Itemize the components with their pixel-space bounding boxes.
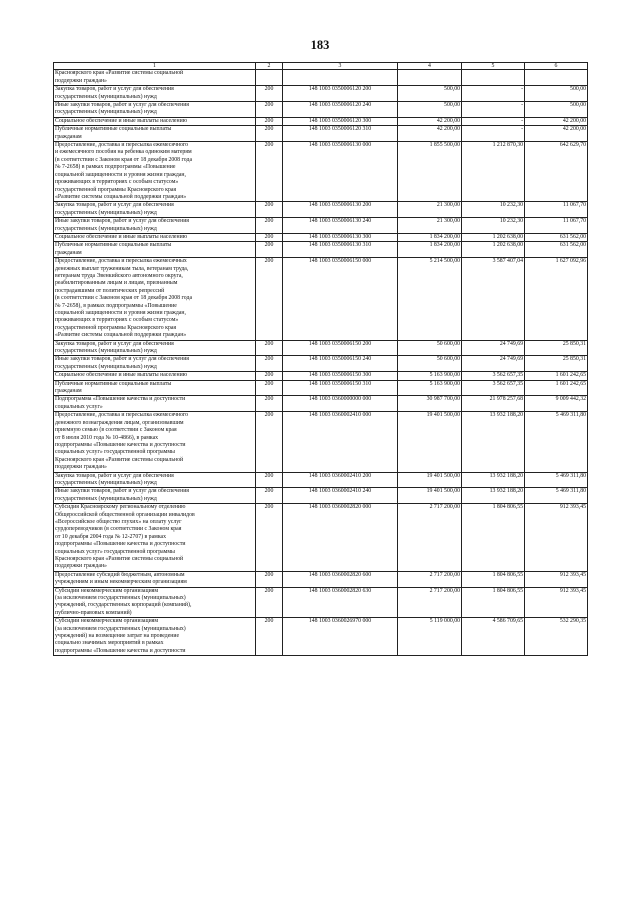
row-budget-classification: 148 1003 0350006130 300 [283,233,398,241]
table-row [54,488,588,504]
row-description: Субсидия Красноярскому региональному отделению Общероссийской общественной организации инвалидов «Всероссийское общество глухих» на оплату услуг сурдопереводчиков (в соответствии с Законом края от 10 декабря 2004 года № 12-2707) в рамках подпрограммы «Повышение качества и доступности социальных услуг» государственной программы Красноярского края «Развитие системы социальной поддержки граждан» [54,504,256,572]
row-code: 200 [256,472,283,488]
row-amount-remaining: 912 393,45 [525,587,588,618]
row-amount-remaining: 11 067,70 [525,218,588,234]
row-amount-planned: 5 119 000,00 [398,618,462,656]
row-description: Публичные нормативные социальные выплаты гражданам [54,380,256,396]
row-code: 200 [256,488,283,504]
row-amount-remaining: 500,00 [525,86,588,102]
row-description: Иные закупки товаров, работ и услуг для обеспечения государственных (муниципальных) нужд [54,488,256,504]
row-budget-classification: 148 1003 0360002410 200 [283,472,398,488]
row-amount-planned: 2 717 200,00 [398,587,462,618]
row-code: 200 [256,571,283,587]
row-amount-remaining: 912 393,45 [525,504,588,572]
row-budget-classification: 148 1003 0350006130 000 [283,142,398,202]
row-amount-remaining: 5 469 311,80 [525,412,588,472]
row-budget-classification: 148 1003 0350006130 310 [283,242,398,258]
table-row [54,571,588,587]
row-code: 200 [256,202,283,218]
row-amount-executed: - [462,102,525,118]
row-description: Субсидии некоммерческим организациям (за исключением государственных (муниципальных) учреждений) на возмещение затрат на проведение социально значимых мероприятий в рамках подпрограммы «Повышение качества и доступности [54,618,256,656]
row-code: 200 [256,618,283,656]
table-header-row [54,63,588,70]
row-amount-remaining: 11 067,70 [525,202,588,218]
row-description: Иные закупки товаров, работ и услуг для обеспечения государственных (муниципальных) нужд [54,218,256,234]
row-budget-classification: 148 1003 0360000000 000 [283,396,398,412]
row-code: 200 [256,587,283,618]
row-description: Предоставление, доставка и пересылка ежемесячного денежного вознаграждения лицам, организовавшим приемную семью (в соответствии с Законом края от 8 июля 2010 года № 10-4866), в рамках подпрограммы «Повышение качества и доступности социальных услуг» государственной программы Красноярского края «Развитие системы социальной поддержки граждан» [54,412,256,472]
row-amount-remaining: 1 601 242,65 [525,372,588,380]
row-description: Закупка товаров, работ и услуг для обеспечения государственных (муниципальных) нужд [54,202,256,218]
table-row [54,587,588,618]
row-amount-executed: 1 804 806,55 [462,587,525,618]
row-amount-executed: 3 562 657,35 [462,380,525,396]
column-header: 4 [398,63,462,70]
table-row [54,142,588,202]
row-description: Закупка товаров, работ и услуг для обеспечения государственных (муниципальных) нужд [54,340,256,356]
table-row [54,117,588,125]
row-amount-remaining: 500,00 [525,102,588,118]
row-budget-classification: 148 1003 0350006120 240 [283,102,398,118]
row-amount-executed: 3 562 657,35 [462,372,525,380]
row-description: Субсидии некоммерческим организациям (за исключением государственных (муниципальных) учреждений, государственных корпораций (компаний), публично-правовых компаний) [54,587,256,618]
table-row [54,472,588,488]
row-amount-executed: 1 804 806,55 [462,504,525,572]
table-row [54,618,588,656]
row-amount-planned: 19 401 500,00 [398,488,462,504]
row-code: 200 [256,102,283,118]
row-budget-classification: 148 1003 0350006150 300 [283,372,398,380]
row-description: Закупка товаров, работ и услуг для обеспечения государственных (муниципальных) нужд [54,86,256,102]
row-code: 200 [256,412,283,472]
row-amount-remaining: 912 393,45 [525,571,588,587]
row-amount-executed: 1 202 638,00 [462,233,525,241]
table-row [54,126,588,142]
row-budget-classification [283,70,398,86]
row-code: 200 [256,126,283,142]
row-amount-executed: 10 232,30 [462,218,525,234]
row-budget-classification: 148 1003 0350006120 200 [283,86,398,102]
row-amount-remaining: 25 850,31 [525,340,588,356]
row-budget-classification: 148 1003 0350006120 300 [283,117,398,125]
row-description: Подпрограмма «Повышение качества и доступности социальных услуг» [54,396,256,412]
table-row [54,218,588,234]
row-code: 200 [256,233,283,241]
row-description: Предоставление, доставка и пересылка ежемесячных денежных выплат труженикам тыла, ветеранам труда, ветеранам труда Эвенкийского автономного округа, реабилитированным лицам и лицам, признанным пострадавшими от политических репрессий (в соответствии с Законом края от 18 декабря 2008 года № 7-2658), в рамках подпрограммы «Повышение социальной защищенности и уровня жизни граждан, проживающих в территориях с особым статусом» государственной программы Красноярского края «Развитие системы социальной поддержки граждан» [54,258,256,340]
row-amount-planned [398,70,462,86]
column-header: 1 [54,63,256,70]
row-amount-planned: 500,00 [398,102,462,118]
row-amount-remaining: 532 290,35 [525,618,588,656]
row-code: 200 [256,258,283,340]
row-amount-executed: 10 232,30 [462,202,525,218]
row-code [256,70,283,86]
table-row [54,202,588,218]
row-description: Иные закупки товаров, работ и услуг для обеспечения государственных (муниципальных) нужд [54,102,256,118]
row-amount-planned: 5 163 900,00 [398,380,462,396]
row-amount-planned: 19 401 500,00 [398,412,462,472]
row-amount-planned: 500,00 [398,86,462,102]
row-amount-remaining: 25 850,31 [525,356,588,372]
row-budget-classification: 148 1003 0360026970 000 [283,618,398,656]
row-amount-executed: - [462,86,525,102]
row-amount-planned: 19 401 500,00 [398,472,462,488]
row-code: 200 [256,372,283,380]
table-row [54,396,588,412]
row-description: Социальное обеспечение и иные выплаты населению [54,372,256,380]
row-code: 200 [256,242,283,258]
row-amount-executed: 13 932 188,20 [462,488,525,504]
row-description: Закупка товаров, работ и услуг для обеспечения государственных (муниципальных) нужд [54,472,256,488]
table-row [54,86,588,102]
row-amount-planned: 21 300,00 [398,202,462,218]
row-budget-classification: 148 1003 0350006120 310 [283,126,398,142]
row-amount-planned: 30 987 700,00 [398,396,462,412]
row-amount-planned: 2 717 200,00 [398,571,462,587]
row-code: 200 [256,117,283,125]
row-amount-planned: 42 200,00 [398,117,462,125]
row-amount-remaining: 5 469 311,80 [525,488,588,504]
row-code: 200 [256,218,283,234]
row-amount-planned: 5 214 500,00 [398,258,462,340]
row-amount-executed: 13 932 188,20 [462,472,525,488]
table-body [54,70,588,656]
table-row [54,412,588,472]
row-amount-remaining: 42 200,00 [525,126,588,142]
row-code: 200 [256,340,283,356]
table-row [54,372,588,380]
row-amount-executed: 21 978 257,68 [462,396,525,412]
row-amount-remaining: 631 562,00 [525,233,588,241]
row-description: Предоставление субсидий бюджетным, автономным учреждениям и иным некоммерческим организациям [54,571,256,587]
row-code: 200 [256,142,283,202]
row-amount-remaining [525,70,588,86]
row-code: 200 [256,504,283,572]
row-amount-planned: 1 855 500,00 [398,142,462,202]
row-budget-classification: 148 1003 0350006150 000 [283,258,398,340]
row-amount-executed: 1 804 806,55 [462,571,525,587]
column-header: 6 [525,63,588,70]
row-amount-planned: 50 600,00 [398,340,462,356]
row-description: Красноярского края «Развитие системы социальной поддержки граждан» [54,70,256,86]
row-amount-planned: 21 300,00 [398,218,462,234]
row-amount-remaining: 5 469 311,80 [525,472,588,488]
table-row [54,380,588,396]
row-amount-executed: 1 202 638,00 [462,242,525,258]
row-amount-planned: 5 163 900,00 [398,372,462,380]
column-header: 5 [462,63,525,70]
row-amount-executed: - [462,126,525,142]
row-code: 200 [256,86,283,102]
row-description: Социальное обеспечение и иные выплаты населению [54,233,256,241]
row-code: 200 [256,380,283,396]
row-description: Предоставление, доставка и пересылка ежемесячного и ежемесячного пособия на ребенка одиноким матерям (в соответствии с Законом края от 18 декабря 2008 года № 7-2658) в рамках подпрограммы «Повышение социальной защищенности и уровня жизни граждан, проживающих в территориях с особым статусом» государственной программы Красноярского края «Развитие системы социальной поддержки граждан» [54,142,256,202]
row-code: 200 [256,356,283,372]
row-amount-executed: 4 586 709,65 [462,618,525,656]
row-amount-remaining: 642 629,70 [525,142,588,202]
row-amount-executed: 24 749,69 [462,340,525,356]
column-header: 3 [283,63,398,70]
row-amount-remaining: 1 601 242,65 [525,380,588,396]
row-amount-remaining: 9 009 442,32 [525,396,588,412]
row-description: Иные закупки товаров, работ и услуг для обеспечения государственных (муниципальных) нужд [54,356,256,372]
row-description: Публичные нормативные социальные выплаты гражданам [54,242,256,258]
table-row [54,102,588,118]
table-row [54,504,588,572]
page-number: 183 [310,38,330,52]
column-header: 2 [256,63,283,70]
row-budget-classification: 148 1003 0350006150 240 [283,356,398,372]
row-amount-planned: 42 200,00 [398,126,462,142]
table-row [54,340,588,356]
row-budget-classification: 148 1003 0360002410 240 [283,488,398,504]
row-budget-classification: 148 1003 0360002410 000 [283,412,398,472]
row-budget-classification: 148 1003 0360002820 000 [283,504,398,572]
row-budget-classification: 148 1003 0350006150 200 [283,340,398,356]
row-budget-classification: 148 1003 0350006150 310 [283,380,398,396]
row-budget-classification: 148 1003 0360002820 600 [283,571,398,587]
row-budget-classification: 148 1003 0360002820 630 [283,587,398,618]
row-amount-executed [462,70,525,86]
row-amount-remaining: 631 562,00 [525,242,588,258]
row-code: 200 [256,396,283,412]
row-amount-planned: 1 834 200,00 [398,233,462,241]
row-amount-remaining: 1 627 092,96 [525,258,588,340]
row-description: Публичные нормативные социальные выплаты гражданам [54,126,256,142]
row-budget-classification: 148 1003 0350006130 240 [283,218,398,234]
row-amount-executed: 24 749,69 [462,356,525,372]
row-amount-remaining: 42 200,00 [525,117,588,125]
table-row [54,258,588,340]
table-row [54,70,588,86]
row-amount-planned: 50 600,00 [398,356,462,372]
table-row [54,242,588,258]
table-row [54,356,588,372]
row-amount-executed: 3 587 407,04 [462,258,525,340]
row-amount-planned: 1 834 200,00 [398,242,462,258]
row-amount-executed: 1 212 870,30 [462,142,525,202]
row-budget-classification: 148 1003 0350006130 200 [283,202,398,218]
budget-table [53,62,588,656]
row-description: Социальное обеспечение и иные выплаты населению [54,117,256,125]
row-amount-planned: 2 717 200,00 [398,504,462,572]
table-row [54,233,588,241]
row-amount-executed: 13 932 188,20 [462,412,525,472]
row-amount-executed: - [462,117,525,125]
